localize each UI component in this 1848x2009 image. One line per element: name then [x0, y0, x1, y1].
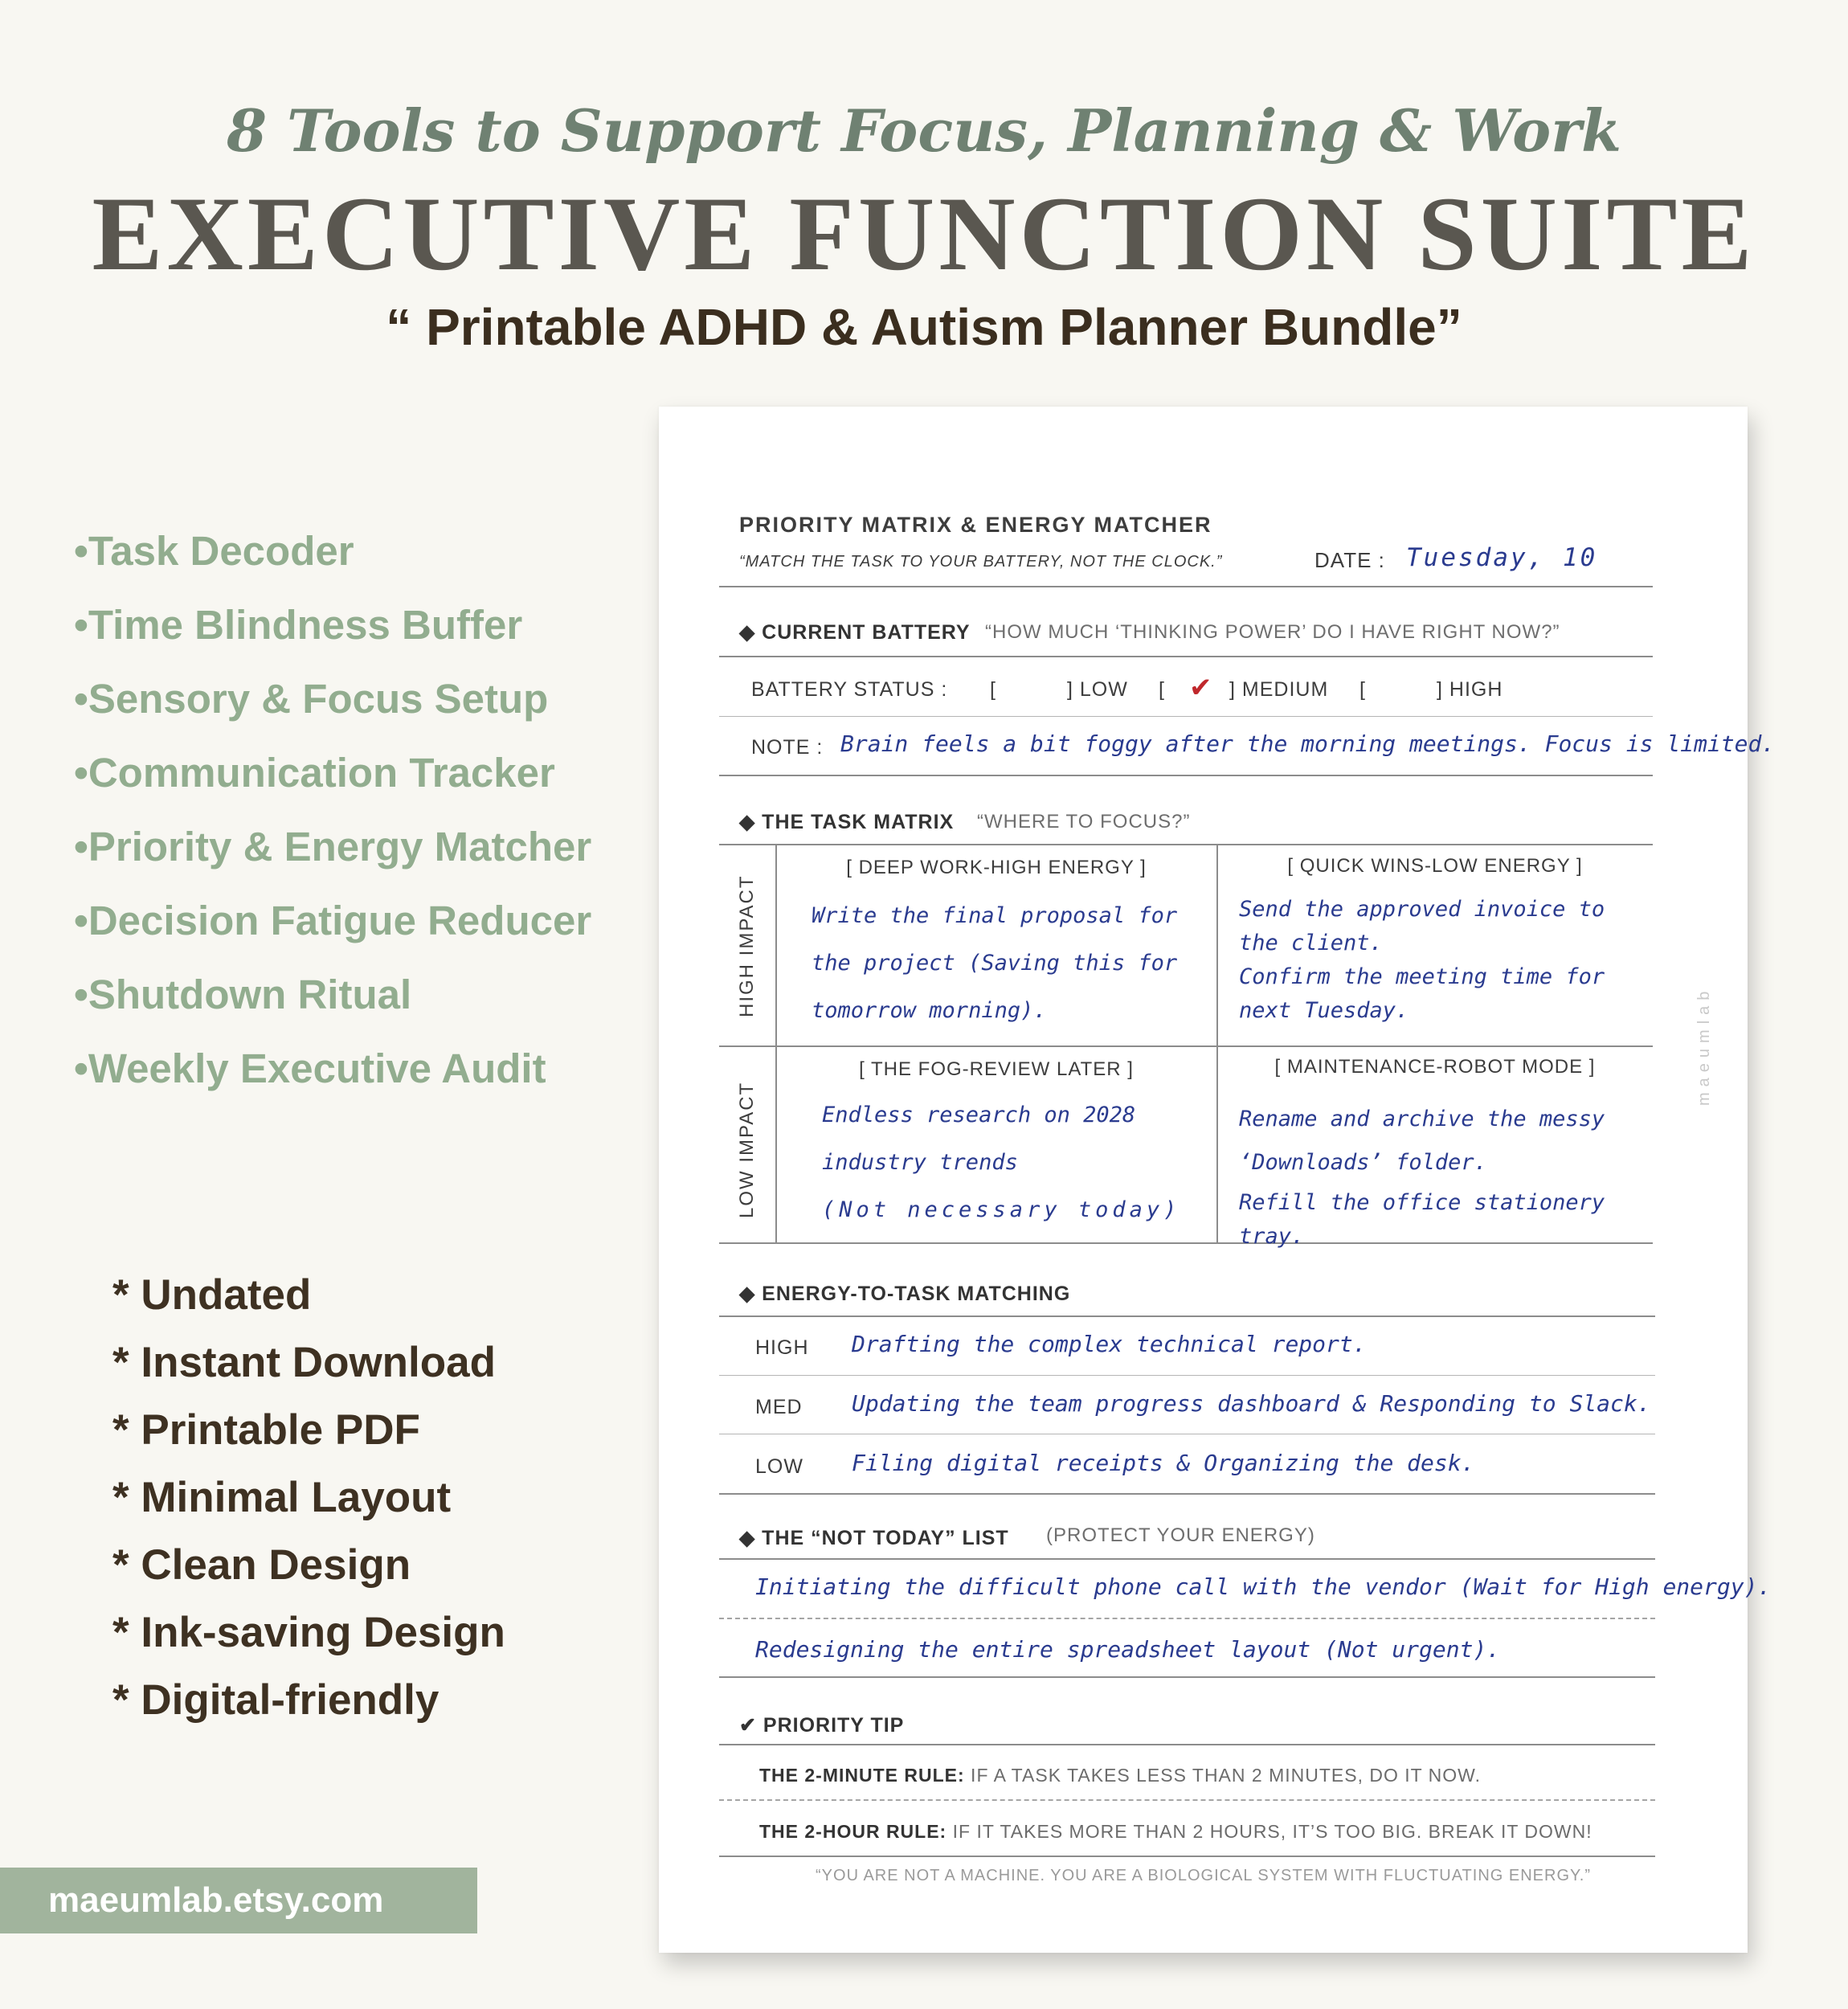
option-low[interactable]: ] LOW [1067, 678, 1128, 701]
not-today-item: Redesigning the entire spreadsheet layout (Not urgent). [755, 1636, 1501, 1663]
feature-item: * Clean Design [112, 1541, 411, 1589]
divider [719, 716, 1653, 717]
energy-level: MED [755, 1396, 803, 1418]
energy-task: Updating the team progress dashboard & Responding to Slack. [852, 1390, 1651, 1417]
page-title: EXECUTIVE FUNCTION SUITE [92, 174, 1756, 293]
date-value: Tuesday, 10 [1406, 543, 1598, 572]
quadrant-fog-text: Endless research on 2028 industry trends [822, 1103, 1136, 1175]
tip-heading: ✔ PRIORITY TIP [739, 1714, 905, 1737]
not-today-question: (PROTECT YOUR ENERGY) [1046, 1524, 1315, 1546]
quadrant-fog-note: (Not necessary today) [822, 1197, 1181, 1222]
option-medium[interactable]: ] MEDIUM [1229, 678, 1329, 701]
matrix-row-label-divider [775, 844, 777, 1242]
divider [719, 1799, 1655, 1801]
sheet-quote: “MATCH THE TASK TO YOUR BATTERY, NOT THE CLOCK.” [739, 553, 1223, 571]
divider [719, 1558, 1655, 1560]
row-label-low-impact: LOW IMPACT [736, 1081, 758, 1218]
tip-rule-1-label: THE 2-MINUTE RULE: [759, 1765, 965, 1786]
battery-question: “HOW MUCH ‘THINKING POWER’ DO I HAVE RIGHT NOW?” [985, 621, 1560, 643]
page-tagline: “ Printable ADHD & Autism Planner Bundle” [386, 298, 1462, 356]
footer-quote: “YOU ARE NOT A MACHINE. YOU ARE A BIOLOGICAL SYSTEM WITH FLUCTUATING ENERGY.” [816, 1867, 1591, 1884]
energy-heading: ◆ ENERGY-TO-TASK MATCHING [739, 1283, 1071, 1305]
divider [719, 1856, 1655, 1857]
sheet-title: PRIORITY MATRIX & ENERGY MATCHER [739, 513, 1212, 537]
quadrant-quick-wins-line1: Send the approved invoice to the client. [1239, 897, 1605, 955]
date-label: DATE : [1314, 548, 1385, 572]
note-value: Brain feels a bit foggy after the morning meetings. Focus is limited. [840, 730, 1776, 757]
feature-item: * Digital-friendly [112, 1676, 440, 1724]
divider [719, 1676, 1655, 1678]
tool-item: •Communication Tracker [74, 750, 555, 796]
bracket: [ [1359, 678, 1366, 701]
feature-item: * Minimal Layout [112, 1474, 452, 1521]
feature-item: * Instant Download [112, 1339, 496, 1386]
tool-item: •Task Decoder [74, 528, 354, 574]
tool-item: •Decision Fatigue Reducer [74, 898, 592, 943]
page-subtitle: 8 Tools to Support Focus, Planning & Work [226, 96, 1622, 165]
check-mark-icon: ✔ [1189, 673, 1212, 703]
not-today-item: Initiating the difficult phone call with the vendor (Wait for High energy). [755, 1573, 1772, 1600]
battery-heading: ◆ CURRENT BATTERY [739, 621, 971, 644]
shop-url[interactable]: maeumlab.etsy.com [48, 1880, 384, 1920]
shop-banner [0, 1868, 477, 1933]
feature-list [112, 1262, 505, 1734]
tool-item: •Time Blindness Buffer [74, 602, 523, 648]
tip-rule-1-text: IF A TASK TAKES LESS THAN 2 MINUTES, DO IT NOW. [964, 1765, 1481, 1786]
divider [719, 1375, 1655, 1376]
battery-status-label: BATTERY STATUS : [751, 678, 948, 701]
energy-task: Drafting the complex technical report. [852, 1331, 1367, 1357]
matrix-center-divider [1216, 844, 1218, 1242]
tip-rule-2-text: IF IT TAKES MORE THAN 2 HOURS, IT’S TOO BIG. BREAK IT DOWN! [946, 1821, 1592, 1842]
feature-item: * Undated [112, 1271, 312, 1319]
option-high[interactable]: ] HIGH [1437, 678, 1503, 701]
tool-list [74, 514, 591, 1106]
quadrant-maintenance-heading: [ MAINTENANCE-ROBOT MODE ] [1274, 1056, 1596, 1078]
matrix-middle-border [719, 1045, 1653, 1047]
quadrant-deep-work-heading: [ DEEP WORK-HIGH ENERGY ] [846, 857, 1147, 878]
matrix-question: “WHERE TO FOCUS?” [977, 811, 1191, 833]
energy-level: LOW [755, 1455, 803, 1478]
divider [719, 1744, 1655, 1745]
divider [719, 1493, 1655, 1495]
tool-item: •Sensory & Focus Setup [74, 676, 549, 722]
divider [719, 656, 1653, 657]
tool-item: •Weekly Executive Audit [74, 1045, 546, 1091]
watermark: maeumlab [1695, 985, 1713, 1106]
note-label: NOTE : [751, 736, 824, 759]
feature-item: * Printable PDF [112, 1406, 420, 1454]
divider [719, 586, 1653, 587]
tip-rule-2-label: THE 2-HOUR RULE: [759, 1821, 947, 1842]
row-label-high-impact: HIGH IMPACT [736, 874, 758, 1017]
feature-item: * Ink-saving Design [112, 1609, 505, 1656]
not-today-heading: ◆ THE “NOT TODAY” LIST [739, 1527, 1009, 1549]
tip-rule-1 [759, 1765, 1481, 1786]
divider [719, 775, 1653, 776]
divider [719, 1315, 1655, 1317]
divider [719, 1618, 1655, 1619]
energy-level: HIGH [755, 1336, 809, 1359]
quadrant-quick-wins-heading: [ QUICK WINS-LOW ENERGY ] [1287, 855, 1583, 877]
planner-sheet [659, 407, 1776, 1953]
tip-rule-2 [759, 1821, 1592, 1843]
bracket: [ [990, 678, 996, 701]
matrix-top-border [719, 844, 1653, 845]
tool-item: •Shutdown Ritual [74, 972, 412, 1017]
matrix-heading: ◆ THE TASK MATRIX [739, 811, 955, 833]
quadrant-fog-heading: [ THE FOG-REVIEW LATER ] [859, 1058, 1134, 1080]
energy-task: Filing digital receipts & Organizing the desk. [852, 1450, 1475, 1476]
bracket: [ [1159, 678, 1165, 701]
quadrant-maintenance-line2: Refill the office stationery tray. [1239, 1190, 1605, 1249]
quadrant-deep-work-text: Write the final proposal for the project (Saving this for tomorrow morning). [812, 903, 1178, 1023]
quadrant-maintenance-line1: Rename and archive the messy ‘Downloads’ folder. [1239, 1107, 1605, 1175]
tool-item: •Priority & Energy Matcher [74, 824, 592, 869]
quadrant-quick-wins-line2: Confirm the meeting time for next Tuesday. [1239, 964, 1605, 1023]
